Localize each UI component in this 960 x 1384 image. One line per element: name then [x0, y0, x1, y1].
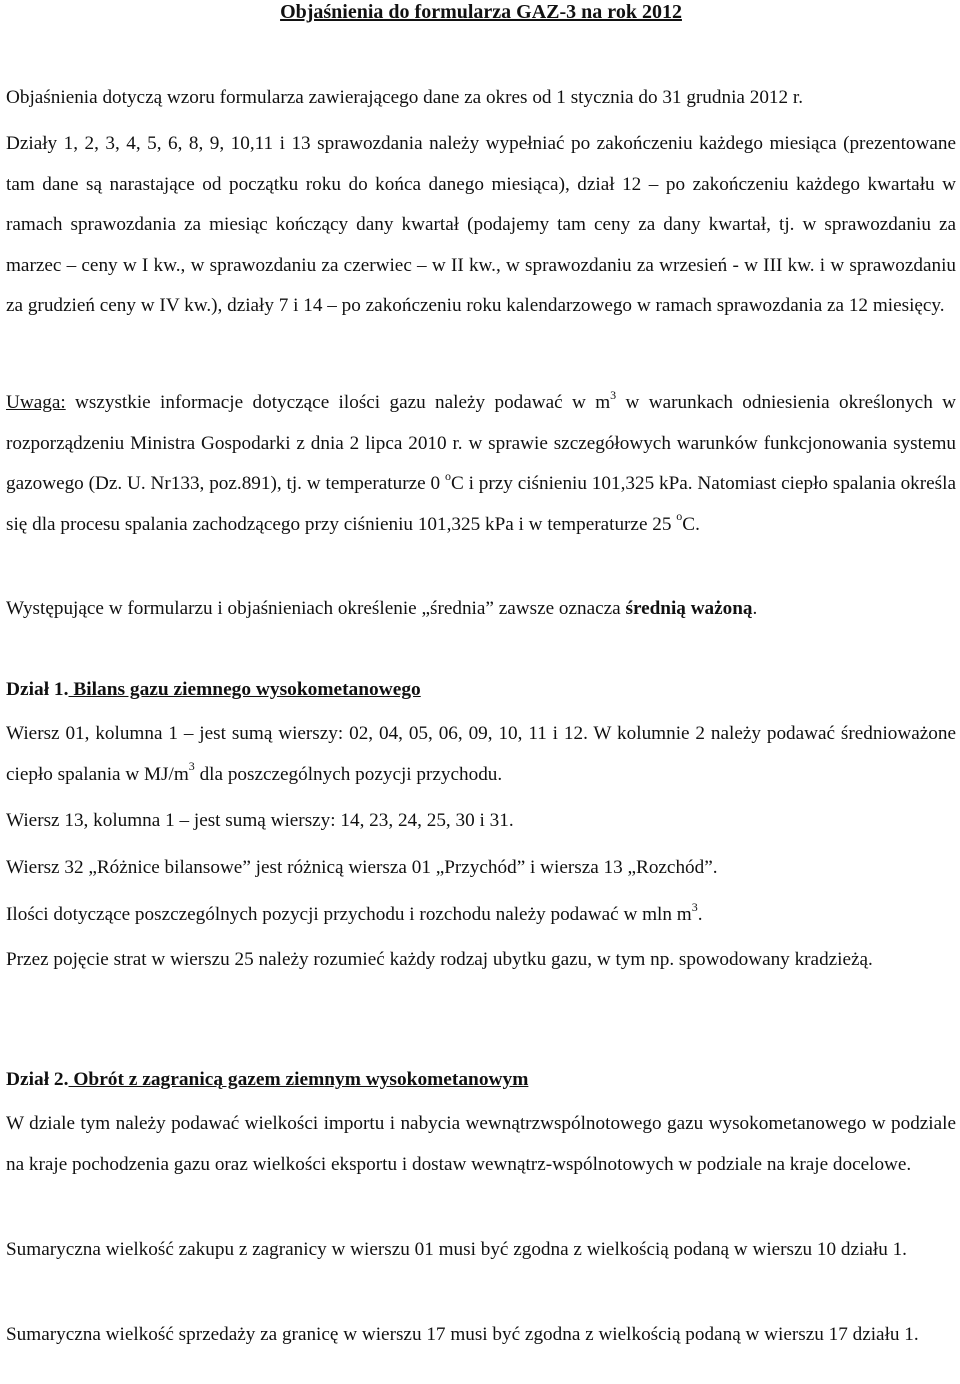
dzial1-p5: Przez pojęcie strat w wierszu 25 należy rozumieć każdy rodzaj ubytku gazu, w tym np. spowodowany kradzieżą. [6, 949, 873, 970]
dzial1-p1 [6, 714, 956, 795]
dzialy-paragraph: Działy 1, 2, 3, 4, 5, 6, 8, 9, 10,11 i 13 sprawozdania należy wypełniać po zakończeniu każdego miesiąca (prezentowane tam dane są narastające od początku roku do końca danego miesiąca), dział 12 – po zakończeniu każdego kwartału w ramach sprawozdania za miesiąc kończący dany kwartał (podajemy tam ceny za dany kwartał, tj. w sprawozdaniu za marzec – ceny w I kw., w sprawozdaniu za czerwiec – w II kw., w sprawozdaniu za wrzesień - w III kw. i w sprawozdaniu za grudzień ceny w IV kw.), działy 7 i 14 – po zakończeniu roku kalendarzowego w ramach sprawozdania za 12 miesięcy. [6, 133, 956, 316]
srednia-text: Występujące w formularzu i objaśnieniach określenie „średnia” zawsze oznacza [6, 598, 626, 619]
srednia-paragraph [6, 597, 956, 621]
uwaga-paragraph [6, 383, 956, 545]
dzial1-p1-end: dla poszczególnych pozycji przychodu. [194, 763, 503, 785]
intro-paragraph: Objaśnienia dotyczą wzoru formularza zawierającego dane za okres od 1 stycznia do 31 grudnia 2012 r. [6, 87, 804, 108]
dzial1-heading [6, 678, 421, 702]
dzial2-label: Dział 2. [6, 1069, 69, 1090]
dzial1-p4-sup: 3 [691, 899, 698, 914]
dzial2-p3: Sumaryczna wielkość sprzedaży za granicę w wierszu 17 musi być zgodna z wielkością podaną w wierszu 17 działu 1. [6, 1324, 919, 1345]
srednia-end: . [752, 598, 758, 619]
dzial1-p1-sup: 3 [188, 759, 195, 774]
dzial1-p4-end: . [697, 904, 703, 925]
dzial1-label: Dział 1. [6, 679, 69, 700]
srednia-bold: średnią ważoną [625, 598, 753, 619]
uwaga-sup-2: o [444, 468, 451, 483]
dzial1-p2: Wiersz 13, kolumna 1 – jest sumą wierszy: 14, 23, 24, 25, 30 i 31. [6, 810, 514, 831]
dzial2-heading [6, 1068, 528, 1092]
dzial1-p4-text: Ilości dotyczące poszczególnych pozycji przychodu i rozchodu należy podawać w mln m [6, 904, 692, 925]
dzial2-p2: Sumaryczna wielkość zakupu z zagranicy w wierszu 01 musi być zgodna z wielkością podaną w wierszu 10 działu 1. [6, 1239, 907, 1260]
uwaga-text-4: C. [682, 513, 700, 535]
document-title: Objaśnienia do formularza GAZ-3 na rok 2012 [280, 1, 682, 23]
dzial1-title: Bilans gazu ziemnego wysokometanowego [68, 679, 421, 700]
uwaga-text-1: wszystkie informacje dotyczące ilości gazu należy podawać w m [65, 392, 611, 413]
uwaga-label: Uwaga: [6, 392, 66, 413]
dzial1-p3: Wiersz 32 „Różnice bilansowe” jest różnicą wiersza 01 „Przychód” i wiersza 13 „Rozchód”. [6, 857, 718, 878]
dzial1-p1-text: Wiersz 01, kolumna 1 – jest sumą wierszy: 02, 04, 05, 06, 09, 10, 11 i 12. W kolumnie 2 należy podawać średnioważone ciepło spalania w MJ/m [6, 723, 956, 785]
dzial1-p4 [6, 899, 956, 927]
dzial2-title: Obrót z zagranicą gazem ziemnym wysokometanowym [68, 1069, 529, 1090]
uwaga-text-2: w warunkach odniesienia określonych w rozporządzeniu Ministra Gospodarki z dnia 2 lipca 2010 r. w sprawie szczegółowych warunków funkcjonowania systemu gazowego (Dz. U. Nr133, poz.891), tj. w temperaturze 0 [6, 392, 956, 494]
uwaga-sup-1: 3 [610, 387, 617, 402]
uwaga-sup-3: o [676, 509, 683, 524]
dzial2-p1: W dziale tym należy podawać wielkości importu i nabycia wewnątrzwspólnotowego gazu wysokometanowego w podziale na kraje pochodzenia gazu oraz wielkości eksportu i dostaw wewnątrz-wspólnotowych w podziale na kraje docelowe. [6, 1113, 956, 1175]
uwaga-text-3: C i przy ciśnieniu 101,325 kPa. Natomiast ciepło spalania określa się dla procesu spalania zachodzącego przy ciśnieniu 101,325 kPa i w temperaturze 25 [6, 473, 956, 535]
